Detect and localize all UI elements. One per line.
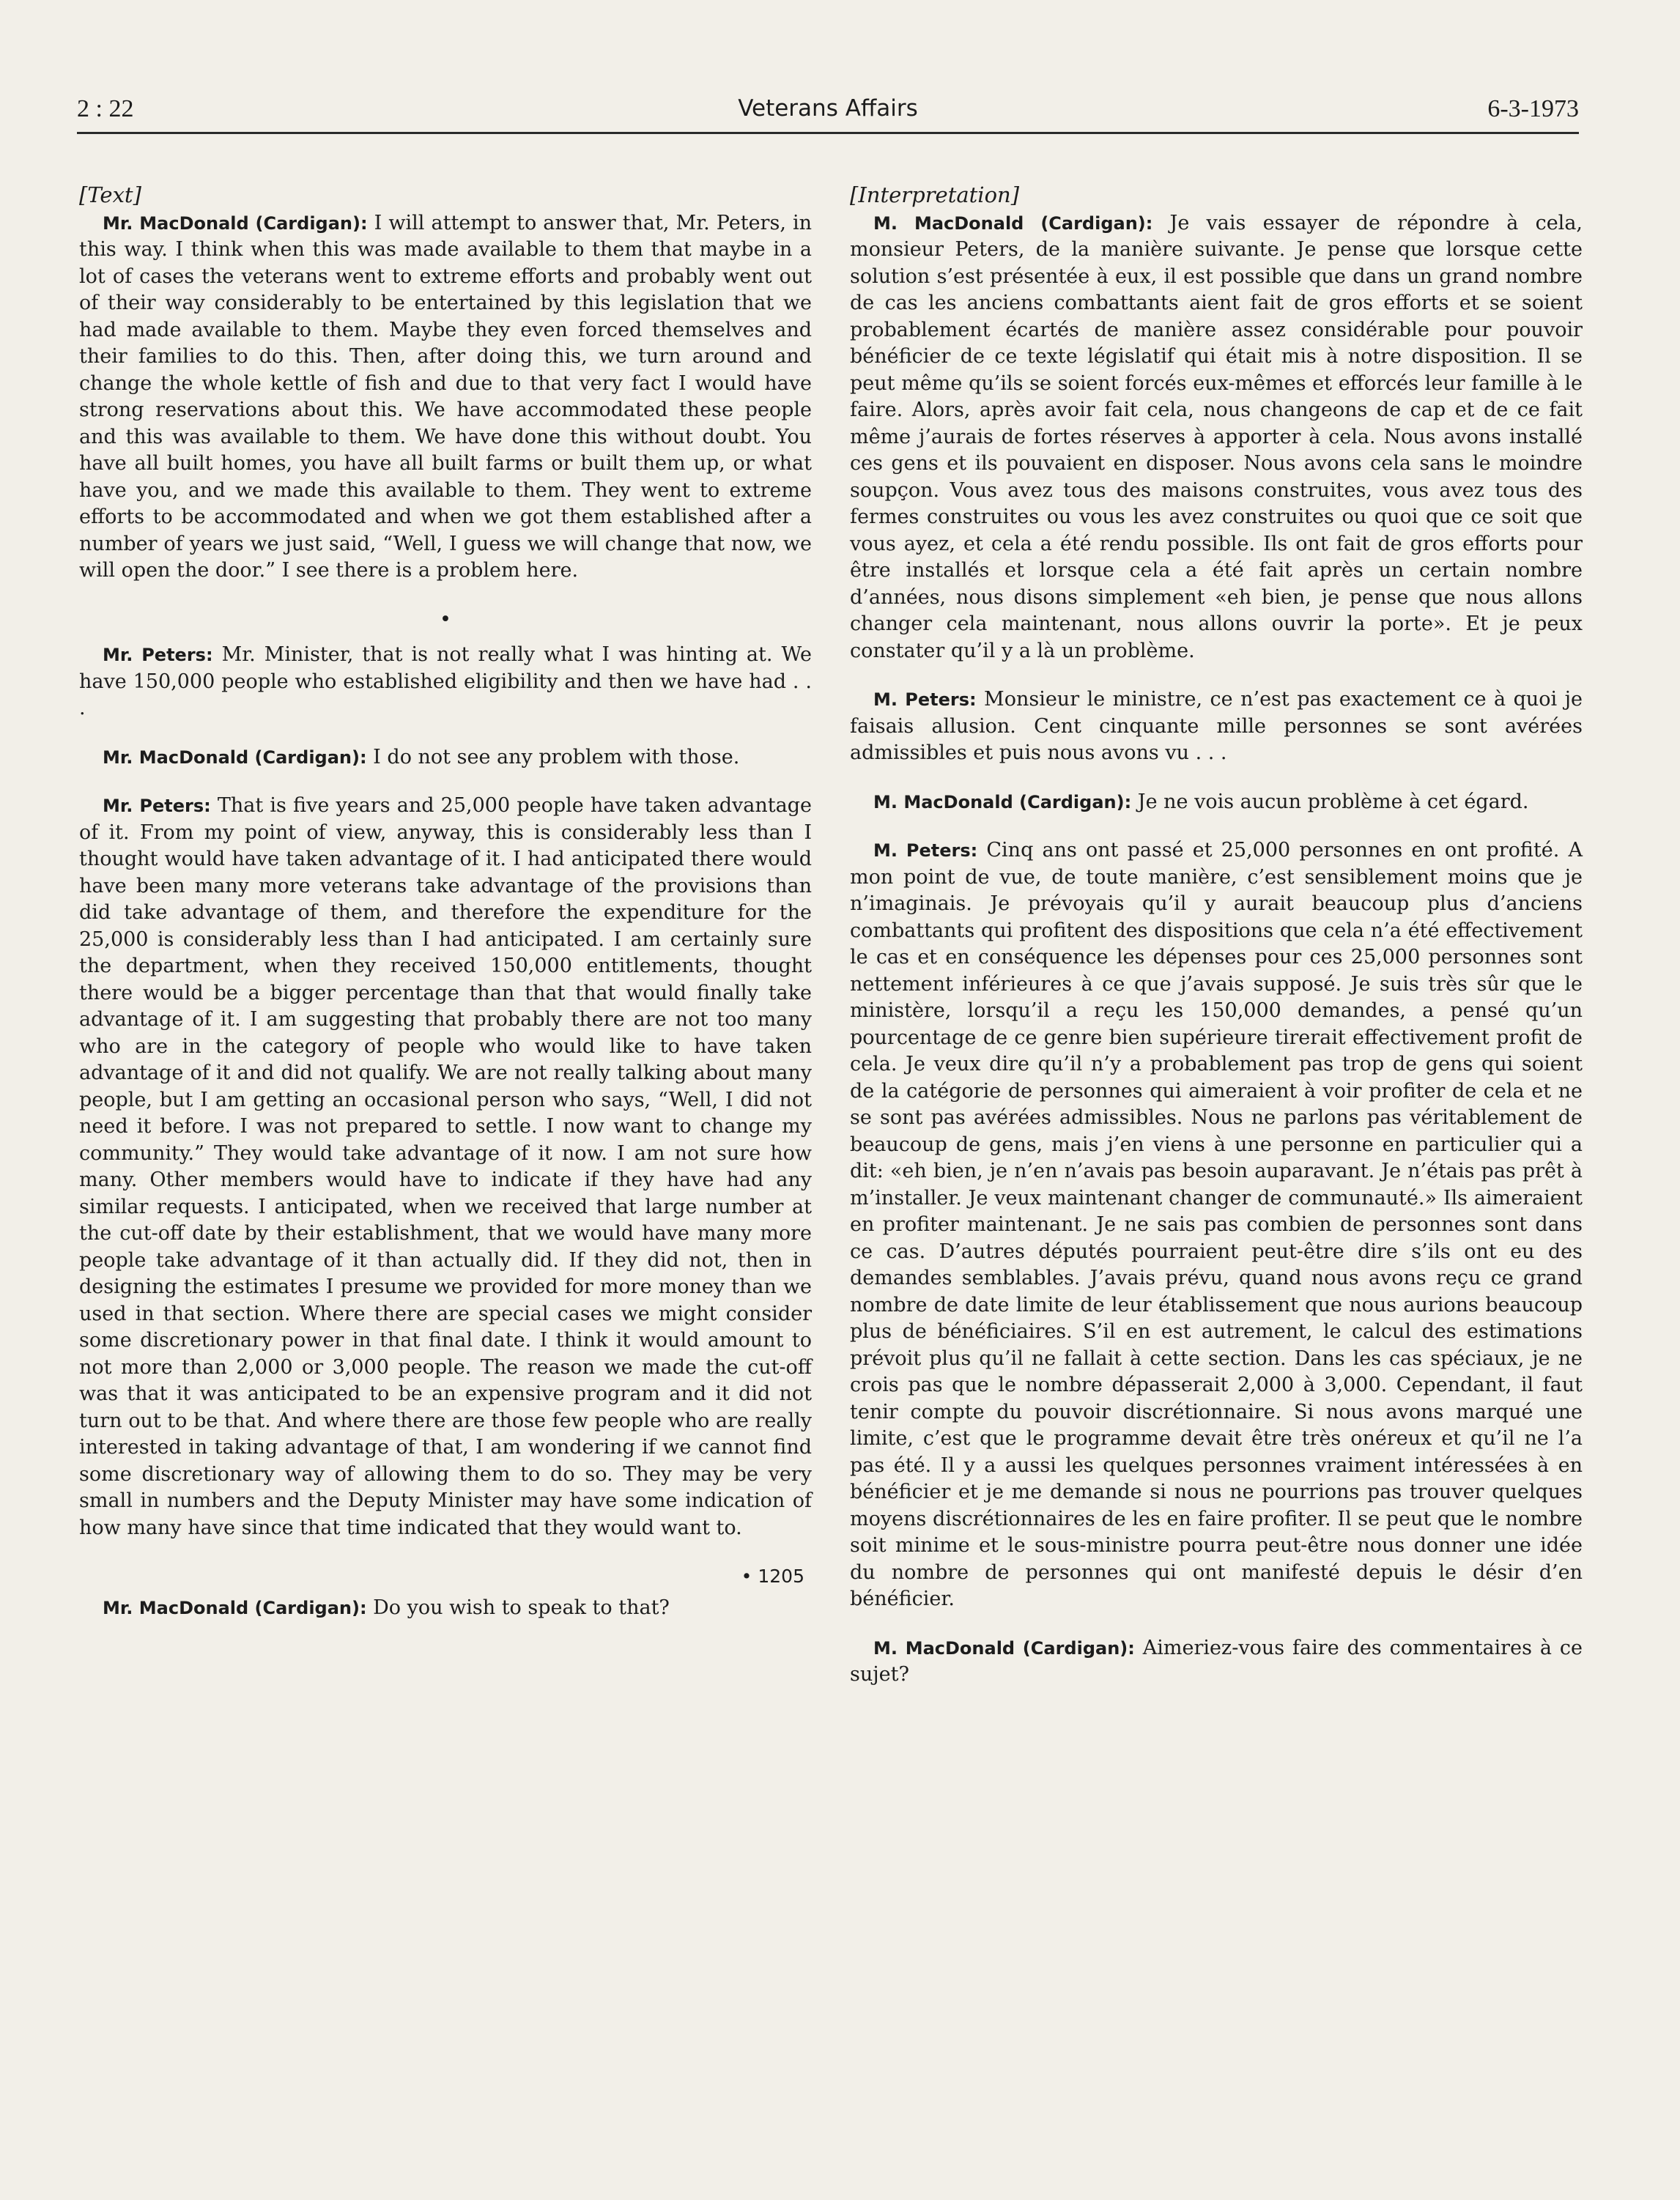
english-column <box>79 182 812 1643</box>
french-column <box>850 182 1583 1711</box>
page-reference: 2 : 22 <box>77 95 134 122</box>
speech-paragraph <box>850 1635 1583 1689</box>
sitting-date: 6-3-1973 <box>1487 95 1579 122</box>
speech-text: Mr. Minister, that is not really what I was hinting at. We have 150,000 people who established eligibility and then we have had . . . <box>79 643 812 719</box>
speaker-name: M. MacDonald (Cardigan): <box>873 212 1153 234</box>
speech-paragraph <box>79 793 812 1541</box>
speaker-name: Mr. MacDonald (Cardigan): <box>103 212 368 234</box>
speaker-name: M. MacDonald (Cardigan): <box>873 1637 1135 1659</box>
running-title: Veterans Affairs <box>738 95 918 122</box>
speaker-name: Mr. MacDonald (Cardigan): <box>103 747 367 768</box>
speech-text: Do you wish to speak to that? <box>366 1596 670 1619</box>
speaker-name: Mr. Peters: <box>103 796 211 816</box>
speech-text: Je vais essayer de répondre à cela, monsieur Peters, de la manière suivante. Je pense que lorsque cette solution s’est présentée à eux, il est possible que dans un grand nombre de cas les anciens combattants aient fait de gros efforts et se soient probablement écartés de manière assez considérable pour pouvoir bénéficier de ce texte législatif qui était mis à notre disposition. Il se peut même qu’ils se soient forcés eux-mêmes et efforcés leur famille à le faire. Alors, après avoir fait cela, nous changeons de cap et de ce fait même j’aurais de fortes réserves à apporter à cela. Nous avons installé ces gens et ils pouvaient en disposer. Nous avons cela sans le moindre soupçon. Vous avez tous des maisons construites, vous avez tous des fermes construites ou vous les avez construites ou quoi que ce soit que vous ayez, et cela a été rendu possible. Ils ont fait de gros efforts pour être installés et lorsque cela a été fait après un certain nombre d’années, nous disons simplement «eh bien, je pense que nous allons changer cela maintenant, nous allons ouvrir la porte». Et je peux constater qu’il y a là un problème. <box>850 211 1583 662</box>
speech-paragraph <box>850 837 1583 1613</box>
speech-paragraph <box>79 642 812 722</box>
speech-paragraph <box>850 686 1583 767</box>
speech-text: Cinq ans ont passé et 25,000 personnes en ont profité. A mon point de vue, de toute manière, c’est sensiblement moins que je n’imaginais. Je prévoyais qu’il y aurait beaucoup plus d’anciens combattants qui profitent des dispositions que cela n’a été effectivement le cas et en conséquence les dépenses pour ces 25,000 personnes sont nettement inférieures à ce que j’avais supposé. Je suis très sûr que le ministère, lorsqu’il a reçu les 150,000 demandes, a pensé qu’un pourcentage de ce genre bien supérieure tirerait effectivement profit de cela. Je veux dire qu’il n’y a probablement pas trop de gens qui soient de la catégorie de personnes qui aimeraient à voir profiter de cela et ne se sont pas avérées admissibles. Nous ne parlons pas véritablement de beaucoup de gens, mais j’en viens à une personne en particulier qui a dit: «eh bien, je n’en n’avais pas besoin auparavant. Je n’étais pas prêt à m’installer. Je veux maintenant changer de communauté.» Ils aimeraient en profiter maintenant. Je ne sais pas combien de personnes sont dans ce cas. D’autres députés pourraient peut-être dire s’ils ont eu des demandes semblables. J’avais prévu, quand nous avons reçu ce grand nombre de date limite de leur établissement que nous aurions beaucoup plus de bénéficiaires. S’il en est autrement, le calcul des estimations prévoit plus qu’il ne fallait à cette section. Dans les cas spéciaux, je ne crois pas que le nombre dépasserait 2,000 à 3,000. Cependant, il faut tenir compte du pouvoir discrétionnaire. Si nous avons marqué une limite, c’est que le programme devait être très onéreux et qu’il ne l’a pas été. Il y a aussi les quelques personnes vraiment intéressées à en bénéficier et je me demande si nous ne pourrions pas trouver quelques moyens discrétionnaires de les en faire profiter. Il se peut que le nombre soit minime et le sous-ministre pourra peut-être nous donner une idée du nombre de personnes qui ont manifesté depuis le désir d’en bénéficier. <box>850 839 1583 1610</box>
speaker-name: M. MacDonald (Cardigan): <box>873 791 1132 812</box>
speech-text: Aimeriez-vous faire des commentaires à ce sujet? <box>850 1636 1583 1686</box>
speaker-name: M. Peters: <box>873 840 978 861</box>
speech-paragraph <box>79 744 812 771</box>
page-header <box>77 86 1579 134</box>
section-marker: • <box>440 607 451 631</box>
speech-text: Je ne vois aucun problème à cet égard. <box>1131 790 1529 813</box>
speech-paragraph <box>79 210 812 585</box>
speech-paragraph <box>850 789 1583 816</box>
speaker-name: Mr. Peters: <box>103 645 213 665</box>
speech-text: That is five years and 25,000 people have taken advantage of it. From my point of view, anyway, this is considerably less than I thought would have taken advantage of it. I had anticipated there would have been many more veterans take advantage of the provisions than did take advantage of them, and therefore the expenditure for the 25,000 is considerably less than I had anticipated. I am certainly sure the department, when they received 150,000 entitlements, thought there would be a bigger percentage than that that would finally take advantage of it. I am suggesting that probably there are not too many who are in the category of people who would like to have taken advantage of it and did not qualify. We are not really talking about many people, but I am getting an occasional person who says, “Well, I did not need it before. I was not prepared to settle. I now want to change my community.” They would take advantage of it now. I am not sure how many. Other members would have to indicate if they have had any similar requests. I anticipated, when we received that large number at the cut-off date by their establishment, that we would have many more people take advantage of it than actually did. If they did not, then in designing the estimates I presume we provided for more money than we used in that section. Where there are special cases we might consider some discretionary power in that final date. I think it would amount to not more than 2,000 or 3,000 people. The reason we made the cut-off was that it was anticipated to be an expensive program and it did not turn out to be that. And where there are those few people who are really interested in taking advantage of that, I am wondering if we cannot find some discretionary way of allowing them to do so. They may be very small in numbers and the Deputy Minister may have some indication of how many have since that time indicated that they would want to. <box>79 794 812 1539</box>
speech-text: I will attempt to answer that, Mr. Peters, in this way. I think when this was made available to them that maybe in a lot of cases the veterans went to extreme efforts and probably went out of their way considerably to be entertained by this legislation that we had made available to them. Maybe they even forced themselves and their families to do this. Then, after doing this, we turn around and change the whole kettle of fish and due to that very fact I would have strong reservations about this. We have accommodated these people and this was available to them. We have done this without doubt. You have all built homes, you have all built farms or built them up, or what have you, and we made this available to them. They went to extreme efforts to be accommodated and when we got them established after a number of years we just said, “Well, I guess we will change that now, we will open the door.” I see there is a problem here. <box>79 211 813 582</box>
section-label-interpretation: [Interpretation] <box>850 182 1020 207</box>
time-marker: • 1205 <box>741 1566 804 1587</box>
speaker-name: Mr. MacDonald (Cardigan): <box>103 1597 367 1618</box>
section-label-text: [Text] <box>79 182 141 207</box>
speech-text: I do not see any problem with those. <box>366 745 740 768</box>
speaker-name: M. Peters: <box>873 689 977 710</box>
speech-paragraph <box>79 1595 812 1622</box>
speech-paragraph <box>850 210 1583 665</box>
speech-text: Monsieur le ministre, ce n’est pas exactement ce à quoi je faisais allusion. Cent cinquante mille personnes se sont avérées admissibles et puis nous avons vu . . . <box>850 688 1583 764</box>
